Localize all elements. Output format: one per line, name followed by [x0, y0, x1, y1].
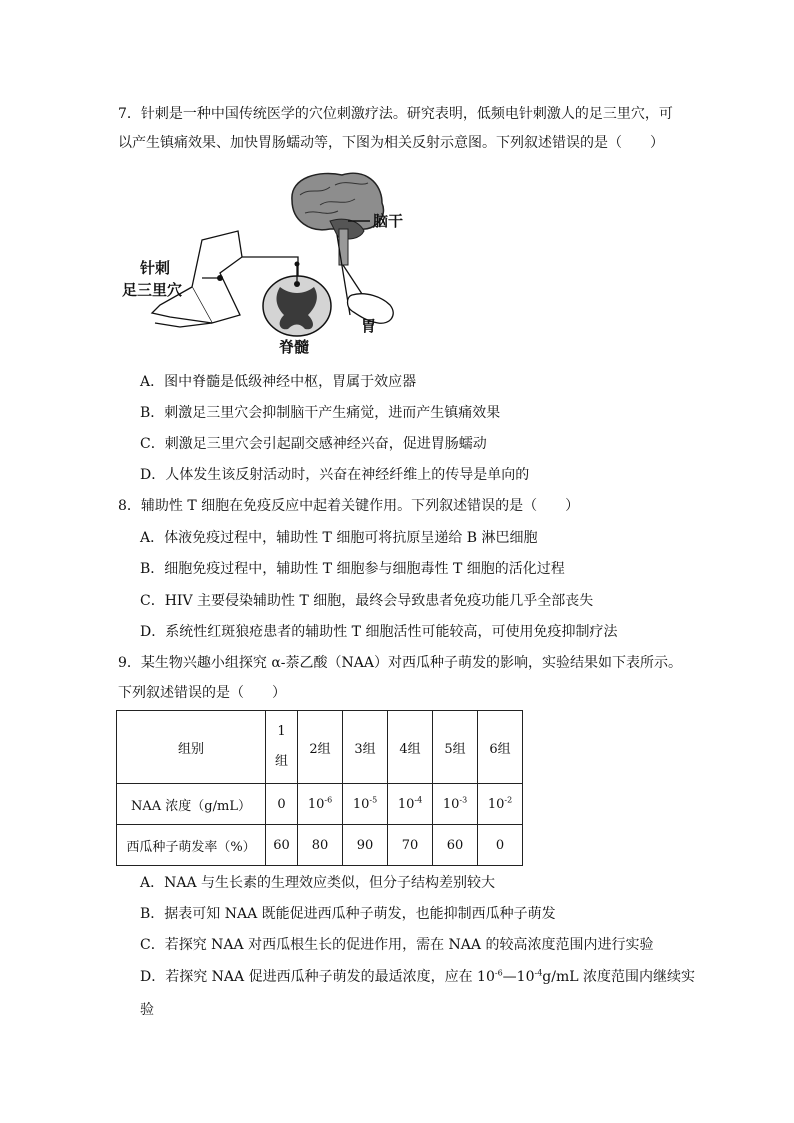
concentration-exponent: -4	[414, 795, 423, 805]
label-acupoint: 足三里穴	[122, 281, 183, 299]
header-cell-group: 5组	[433, 711, 478, 784]
germination-cell: 80	[298, 825, 343, 866]
leg-icon	[152, 231, 242, 327]
concentration-base: 10	[487, 796, 505, 812]
header-cell-group1	[266, 711, 298, 784]
reflex-diagram	[120, 165, 440, 365]
germination-cell: 60	[266, 825, 298, 866]
row-label-concentration: NAA 浓度（g/mL）	[117, 784, 266, 825]
table-row-concentration	[117, 784, 523, 825]
germination-cell: 0	[478, 825, 523, 866]
q9-stem-line1: 9．某生物兴趣小组探究 α-萘乙酸（NAA）对西瓜种子萌发的影响，实验结果如下表所示。	[118, 655, 683, 671]
group1-number: 1	[277, 724, 286, 739]
q8-option-c: C．HIV 主要侵染辅助性 T 细胞，最终会导致患者免疫功能几乎全部丧失	[140, 593, 594, 609]
concentration-exponent: -2	[504, 795, 513, 805]
row-label-germination: 西瓜种子萌发率（%）	[117, 825, 266, 866]
q7-stem-line1: 7．针刺是一种中国传统医学的穴位刺激疗法。研究表明，低频电针刺激人的足三里穴，可	[118, 106, 673, 122]
concentration-base: 10	[307, 796, 325, 812]
q8-option-a: A．体液免疫过程中，辅助性 T 细胞可将抗原呈递给 B 淋巴细胞	[140, 530, 538, 546]
germination-cell: 90	[343, 825, 388, 866]
concentration-exponent: -5	[369, 795, 378, 805]
q9-option-b: B．据表可知 NAA 既能促进西瓜种子萌发，也能抑制西瓜种子萌发	[140, 906, 556, 922]
q9-option-d-text: —10	[502, 969, 535, 985]
concentration-exponent: -6	[324, 795, 333, 805]
brain-icon	[292, 173, 384, 265]
header-cell-group: 6组	[478, 711, 523, 784]
concentration-cell	[433, 784, 478, 825]
label-stomach: 胃	[361, 317, 377, 335]
group1-suffix: 组	[274, 754, 288, 769]
q7-option-b: B．刺激足三里穴会抑制脑干产生痛觉，进而产生镇痛效果	[140, 405, 501, 421]
q9-stem-line2: 下列叙述错误的是（ ）	[118, 685, 286, 701]
concentration-cell	[298, 784, 343, 825]
q8-option-b: B．细胞免疫过程中，辅助性 T 细胞参与细胞毒性 T 细胞的活化过程	[140, 561, 565, 577]
concentration-base: 10	[397, 796, 415, 812]
q9-option-d-text: g/mL 浓度范围内继续实	[542, 969, 695, 985]
header-cell-group: 3组	[343, 711, 388, 784]
germination-cell: 70	[388, 825, 433, 866]
header-cell-group: 2组	[298, 711, 343, 784]
q9-option-d	[140, 967, 695, 987]
q9-option-c: C．若探究 NAA 对西瓜根生长的促进作用，需在 NAA 的较高浓度范围内进行实验	[140, 937, 654, 953]
header-cell-group: 4组	[388, 711, 433, 784]
q8-stem: 8．辅助性 T 细胞在免疫反应中起着关键作用。下列叙述错误的是（ ）	[118, 498, 580, 514]
table-row-header	[117, 711, 523, 784]
concentration-cell	[266, 784, 298, 825]
q9-option-d-exponent: -4	[534, 968, 543, 978]
q7-option-c: C．刺激足三里穴会引起副交感神经兴奋，促进胃肠蠕动	[140, 436, 487, 452]
q9-option-d-text: D．若探究 NAA 促进西瓜种子萌发的最适浓度，应在 10	[140, 969, 495, 985]
concentration-cell	[388, 784, 433, 825]
q7-option-a: A．图中脊髓是低级神经中枢，胃属于效应器	[140, 374, 417, 390]
q7-option-d: D．人体发生该反射活动时，兴奋在神经纤维上的传导是单向的	[140, 467, 530, 483]
concentration-exponent: -3	[459, 795, 468, 805]
q7-stem-line2: 以产生镇痛效果、加快胃肠蠕动等，下图为相关反射示意图。下列叙述错误的是（ ）	[118, 135, 664, 151]
naa-results-table	[116, 710, 523, 866]
q9-option-d-exponent: -6	[494, 968, 503, 978]
header-cell-group-label: 组别	[117, 711, 266, 784]
concentration-base: 0	[277, 796, 286, 812]
table-row-germination	[117, 825, 523, 866]
concentration-cell	[478, 784, 523, 825]
concentration-base: 10	[442, 796, 460, 812]
concentration-cell	[343, 784, 388, 825]
spinal-cord-icon	[263, 262, 331, 337]
label-brainstem: 脑干	[373, 212, 404, 230]
q8-option-d: D．系统性红斑狼疮患者的辅助性 T 细胞活性可能较高，可使用免疫抑制疗法	[140, 624, 618, 640]
germination-cell: 60	[433, 825, 478, 866]
q9-option-a: A．NAA 与生长素的生理效应类似，但分子结构差别较大	[140, 875, 496, 891]
label-spinal-cord: 脊髓	[279, 338, 310, 356]
concentration-base: 10	[352, 796, 370, 812]
label-needle: 针刺	[140, 259, 171, 277]
q9-option-d-line2: 验	[140, 1002, 154, 1018]
